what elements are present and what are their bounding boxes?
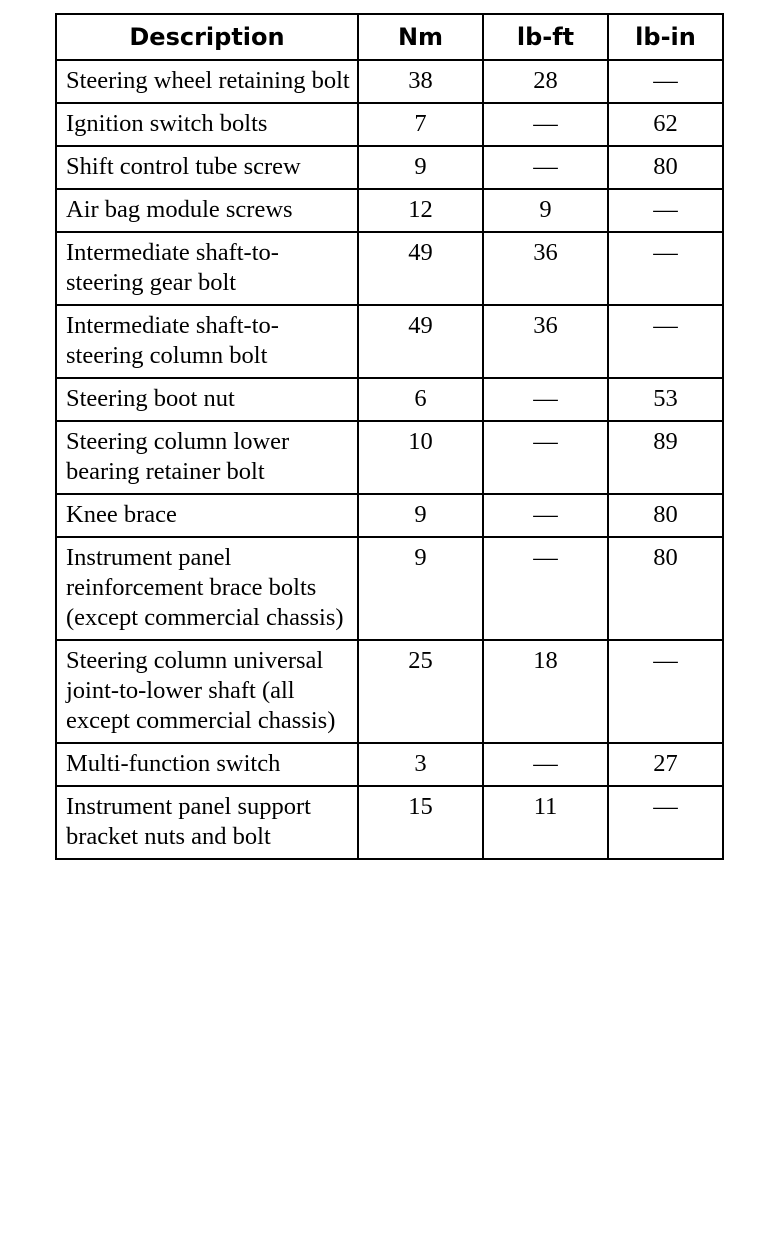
table-row bbox=[56, 146, 723, 189]
cell-description: Ignition switch bolts bbox=[56, 103, 358, 146]
cell-nm: 6 bbox=[358, 378, 483, 421]
cell-description: Multi-function switch bbox=[56, 743, 358, 786]
header-description: Description bbox=[56, 14, 358, 60]
cell-description: Intermediate shaft-to-steering column bolt bbox=[56, 305, 358, 378]
table-row bbox=[56, 421, 723, 494]
cell-description: Knee brace bbox=[56, 494, 358, 537]
header-row bbox=[56, 14, 723, 60]
cell-lb-in: 80 bbox=[608, 494, 723, 537]
table-row bbox=[56, 189, 723, 232]
cell-nm: 49 bbox=[358, 305, 483, 378]
table-body bbox=[56, 60, 723, 859]
cell-lb-in: — bbox=[608, 305, 723, 378]
cell-nm: 7 bbox=[358, 103, 483, 146]
cell-lb-ft: 9 bbox=[483, 189, 608, 232]
table-row bbox=[56, 640, 723, 743]
cell-lb-in: 62 bbox=[608, 103, 723, 146]
table-row bbox=[56, 494, 723, 537]
header-lb-ft: lb-ft bbox=[483, 14, 608, 60]
table-row bbox=[56, 232, 723, 305]
cell-lb-ft: 28 bbox=[483, 60, 608, 103]
cell-description: Steering wheel retaining bolt bbox=[56, 60, 358, 103]
table-row bbox=[56, 103, 723, 146]
cell-description: Instrument panel support bracket nuts and bolt bbox=[56, 786, 358, 859]
cell-lb-ft: — bbox=[483, 494, 608, 537]
cell-lb-in: — bbox=[608, 189, 723, 232]
cell-description: Instrument panel reinforcement brace bolts (except commercial chassis) bbox=[56, 537, 358, 640]
cell-lb-ft: — bbox=[483, 421, 608, 494]
cell-nm: 12 bbox=[358, 189, 483, 232]
cell-description: Steering column lower bearing retainer bolt bbox=[56, 421, 358, 494]
table-row bbox=[56, 786, 723, 859]
cell-lb-ft: — bbox=[483, 146, 608, 189]
cell-nm: 10 bbox=[358, 421, 483, 494]
cell-lb-in: — bbox=[608, 786, 723, 859]
table-row bbox=[56, 60, 723, 103]
cell-nm: 25 bbox=[358, 640, 483, 743]
cell-lb-ft: — bbox=[483, 537, 608, 640]
cell-lb-in: 27 bbox=[608, 743, 723, 786]
cell-nm: 9 bbox=[358, 537, 483, 640]
cell-description: Air bag module screws bbox=[56, 189, 358, 232]
cell-lb-ft: — bbox=[483, 378, 608, 421]
cell-lb-in: 80 bbox=[608, 537, 723, 640]
table-row bbox=[56, 305, 723, 378]
cell-description: Intermediate shaft-to-steering gear bolt bbox=[56, 232, 358, 305]
cell-lb-ft: — bbox=[483, 103, 608, 146]
cell-nm: 49 bbox=[358, 232, 483, 305]
table-row bbox=[56, 743, 723, 786]
cell-description: Steering boot nut bbox=[56, 378, 358, 421]
table-row bbox=[56, 378, 723, 421]
cell-lb-in: — bbox=[608, 232, 723, 305]
cell-lb-ft: 36 bbox=[483, 232, 608, 305]
cell-lb-in: 53 bbox=[608, 378, 723, 421]
cell-nm: 9 bbox=[358, 494, 483, 537]
cell-nm: 15 bbox=[358, 786, 483, 859]
cell-nm: 9 bbox=[358, 146, 483, 189]
cell-lb-ft: 36 bbox=[483, 305, 608, 378]
table-row bbox=[56, 537, 723, 640]
cell-lb-ft: 11 bbox=[483, 786, 608, 859]
cell-nm: 38 bbox=[358, 60, 483, 103]
cell-lb-ft: 18 bbox=[483, 640, 608, 743]
torque-specification-table bbox=[55, 13, 724, 860]
table-header bbox=[56, 14, 723, 60]
cell-lb-ft: — bbox=[483, 743, 608, 786]
cell-lb-in: 80 bbox=[608, 146, 723, 189]
header-lb-in: lb-in bbox=[608, 14, 723, 60]
cell-lb-in: — bbox=[608, 60, 723, 103]
cell-description: Steering column universal joint-to-lower shaft (all except commercial chassis) bbox=[56, 640, 358, 743]
cell-lb-in: 89 bbox=[608, 421, 723, 494]
cell-lb-in: — bbox=[608, 640, 723, 743]
cell-nm: 3 bbox=[358, 743, 483, 786]
cell-description: Shift control tube screw bbox=[56, 146, 358, 189]
header-nm: Nm bbox=[358, 14, 483, 60]
